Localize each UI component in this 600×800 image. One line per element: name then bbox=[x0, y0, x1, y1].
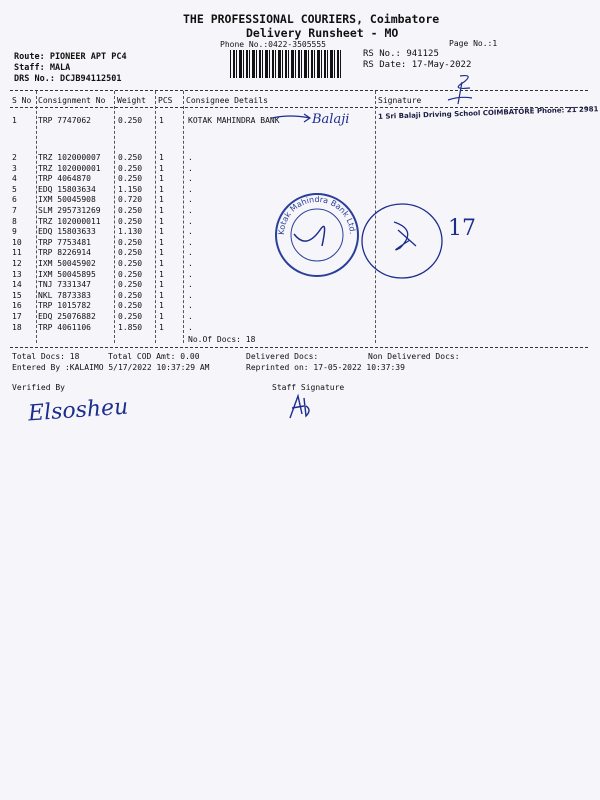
cell-weight: 0.250 bbox=[118, 237, 143, 247]
svg-text:Kotak Mahindra Bank Ltd.: Kotak Mahindra Bank Ltd. bbox=[276, 194, 358, 236]
cell-pcs: 1 bbox=[159, 237, 164, 247]
signature-scribble-icon bbox=[440, 74, 480, 106]
cell-weight: 0.250 bbox=[118, 312, 143, 321]
drs-number: DRS No.: DCJB94112501 bbox=[14, 74, 122, 84]
cell-pcs: 1 bbox=[159, 322, 164, 332]
cell-consignment: EDQ 25076882 bbox=[38, 312, 96, 321]
cell-consignment: TRZ 102000007 bbox=[38, 153, 101, 162]
cell-pcs: 1 bbox=[159, 195, 164, 205]
cell-consignee: . bbox=[188, 259, 193, 268]
cell-consignee: . bbox=[188, 184, 193, 194]
cell-consignee: . bbox=[188, 269, 193, 279]
cell-weight: 0.250 bbox=[118, 269, 143, 279]
document-title: Delivery Runsheet - MO bbox=[246, 26, 399, 40]
cell-sno: 1 bbox=[12, 116, 17, 125]
cell-consignee: . bbox=[188, 290, 193, 300]
table-row bbox=[0, 291, 600, 301]
no-of-docs: No.Of Docs: 18 bbox=[188, 335, 256, 344]
cell-pcs: 1 bbox=[159, 280, 164, 290]
cell-sno: 11 bbox=[12, 248, 22, 258]
cell-consignee: . bbox=[188, 280, 193, 290]
table-row bbox=[0, 153, 600, 163]
cell-weight: 0.250 bbox=[118, 174, 143, 184]
cell-consignment: EDQ 15803633 bbox=[38, 227, 96, 237]
cell-weight: 0.250 bbox=[118, 153, 143, 162]
cell-consignment: TRZ 102000001 bbox=[38, 163, 101, 173]
delivered-docs: Delivered Docs: bbox=[246, 352, 319, 361]
cell-pcs: 1 bbox=[159, 269, 164, 279]
cell-sno: 10 bbox=[12, 237, 22, 247]
col-header-consignee: Consignee Details bbox=[186, 96, 268, 105]
cell-sno: 17 bbox=[12, 312, 22, 321]
cell-sno: 8 bbox=[12, 216, 17, 226]
table-row bbox=[0, 301, 600, 311]
cell-sno: 4 bbox=[12, 174, 17, 184]
col-header-sno: S No bbox=[12, 96, 32, 105]
entered-by: Entered By :KALAIMO 5/17/2022 10:37:29 AM bbox=[12, 363, 210, 372]
cell-consignee: . bbox=[188, 216, 193, 226]
cell-consignee: . bbox=[188, 227, 193, 237]
cell-pcs: 1 bbox=[159, 259, 164, 268]
bank-seal-stamp bbox=[272, 190, 362, 280]
cell-consignment: IXM 50045895 bbox=[38, 269, 96, 279]
cell-weight: 0.250 bbox=[118, 206, 143, 215]
arrow-icon bbox=[270, 112, 314, 124]
cell-consignee: KOTAK MAHINDRA BANK bbox=[188, 116, 280, 125]
total-docs: Total Docs: 18 bbox=[12, 352, 80, 361]
cell-pcs: 1 bbox=[159, 163, 164, 173]
cell-consignment: TRP 7747062 bbox=[38, 116, 91, 125]
cell-weight: 0.250 bbox=[118, 163, 143, 173]
cell-weight: 1.150 bbox=[118, 184, 143, 194]
cell-sno: 5 bbox=[12, 184, 17, 194]
signature-circle-scribble bbox=[358, 200, 448, 282]
table-top-rule bbox=[10, 90, 588, 91]
cell-weight: 1.130 bbox=[118, 227, 143, 237]
cell-consignment: IXM 50045908 bbox=[38, 195, 96, 205]
cell-consignment: TRP 1015782 bbox=[38, 301, 91, 311]
cell-consignment: TRZ 102000011 bbox=[38, 216, 101, 226]
verifier-signature: Elsosheu bbox=[27, 394, 130, 427]
table-bottom-rule bbox=[10, 347, 588, 348]
staff-signature-label: Staff Signature bbox=[272, 383, 345, 392]
cell-weight: 0.250 bbox=[118, 248, 143, 258]
cell-consignee: . bbox=[188, 174, 193, 184]
cell-weight: 0.250 bbox=[118, 280, 143, 290]
table-row bbox=[0, 164, 600, 174]
cell-sno: 9 bbox=[12, 227, 17, 237]
cell-pcs: 1 bbox=[159, 174, 164, 184]
cell-weight: 0.720 bbox=[118, 195, 143, 205]
route-label: Route: PIONEER APT PC4 bbox=[14, 52, 127, 62]
cell-sno: 12 bbox=[12, 259, 22, 268]
cell-consignment: TRP 7753481 bbox=[38, 237, 91, 247]
rs-date: RS Date: 17-May-2022 bbox=[363, 60, 472, 70]
table-row bbox=[0, 312, 600, 322]
cell-consignment: TRP 8226914 bbox=[38, 248, 91, 258]
col-header-pcs: PCS bbox=[158, 96, 173, 105]
staff-label: Staff: MALA bbox=[14, 63, 71, 73]
cell-weight: 0.250 bbox=[118, 301, 143, 311]
cell-consignee: . bbox=[188, 301, 193, 311]
cell-consignee: . bbox=[188, 237, 193, 247]
col-header-weight: Weight bbox=[117, 96, 146, 105]
cell-sno: 13 bbox=[12, 269, 22, 279]
cell-pcs: 1 bbox=[159, 312, 164, 321]
cell-consignee: . bbox=[188, 312, 193, 321]
cell-consignment: IXM 50045902 bbox=[38, 259, 96, 268]
cell-pcs: 1 bbox=[159, 216, 164, 226]
cell-consignment: TNJ 7331347 bbox=[38, 280, 91, 290]
cell-consignee: . bbox=[188, 195, 193, 205]
receiver-stamp: 1 Sri Balaji Driving School COIMBATORE Phone: 21 2981 bbox=[377, 105, 599, 121]
cell-consignment: EDQ 15803634 bbox=[38, 184, 96, 194]
non-delivered-docs: Non Delivered Docs: bbox=[368, 352, 460, 361]
page-number: Page No.:1 bbox=[449, 39, 498, 48]
cell-consignee: . bbox=[188, 153, 193, 162]
receiver-name-handwriting: Balaji bbox=[312, 112, 350, 127]
cell-sno: 7 bbox=[12, 206, 17, 215]
phone-number: Phone No.:0422-3505555 bbox=[220, 40, 326, 49]
cell-sno: 16 bbox=[12, 301, 22, 311]
verified-by-label: Verified By bbox=[12, 383, 65, 392]
cell-sno: 15 bbox=[12, 290, 22, 300]
cell-consignee: . bbox=[188, 163, 193, 173]
table-row bbox=[0, 174, 600, 184]
cell-consignment: TRP 4061106 bbox=[38, 322, 91, 332]
cell-consignment: NKL 7873383 bbox=[38, 290, 91, 300]
cell-pcs: 1 bbox=[159, 248, 164, 258]
cell-sno: 6 bbox=[12, 195, 17, 205]
cell-pcs: 1 bbox=[159, 301, 164, 311]
cell-pcs: 1 bbox=[159, 153, 164, 162]
cell-consignment: SLM 295731269 bbox=[38, 206, 101, 215]
cell-consignee: . bbox=[188, 322, 193, 332]
cell-sno: 2 bbox=[12, 153, 17, 162]
barcode-image bbox=[230, 50, 343, 78]
cell-sno: 18 bbox=[12, 322, 22, 332]
cell-pcs: 1 bbox=[159, 227, 164, 237]
table-row bbox=[0, 280, 600, 290]
total-cod-amount: Total COD Amt: 0.00 bbox=[108, 352, 200, 361]
cell-weight: 0.250 bbox=[118, 259, 143, 268]
col-header-consignment: Consignment No bbox=[38, 96, 106, 105]
col-header-signature: Signature bbox=[378, 96, 422, 105]
cell-pcs: 1 bbox=[159, 206, 164, 215]
cell-sno: 14 bbox=[12, 280, 22, 290]
cell-weight: 0.250 bbox=[118, 116, 143, 125]
cell-consignee: . bbox=[188, 206, 193, 215]
reprinted-on: Reprinted on: 17-05-2022 10:37:39 bbox=[246, 363, 405, 372]
cell-pcs: 1 bbox=[159, 116, 164, 125]
staff-signature-scribble bbox=[286, 392, 314, 420]
table-row bbox=[0, 323, 600, 333]
count-note-handwriting: 17 bbox=[448, 216, 476, 241]
company-title: THE PROFESSIONAL COURIERS, Coimbatore bbox=[183, 12, 440, 26]
cell-weight: 0.250 bbox=[118, 290, 143, 300]
cell-pcs: 1 bbox=[159, 184, 164, 194]
cell-sno: 3 bbox=[12, 163, 17, 173]
cell-consignment: TRP 4064870 bbox=[38, 174, 91, 184]
cell-weight: 0.250 bbox=[118, 216, 143, 226]
cell-pcs: 1 bbox=[159, 290, 164, 300]
rs-number: RS No.: 941125 bbox=[363, 49, 439, 59]
cell-consignee: . bbox=[188, 248, 193, 258]
cell-weight: 1.850 bbox=[118, 322, 143, 332]
